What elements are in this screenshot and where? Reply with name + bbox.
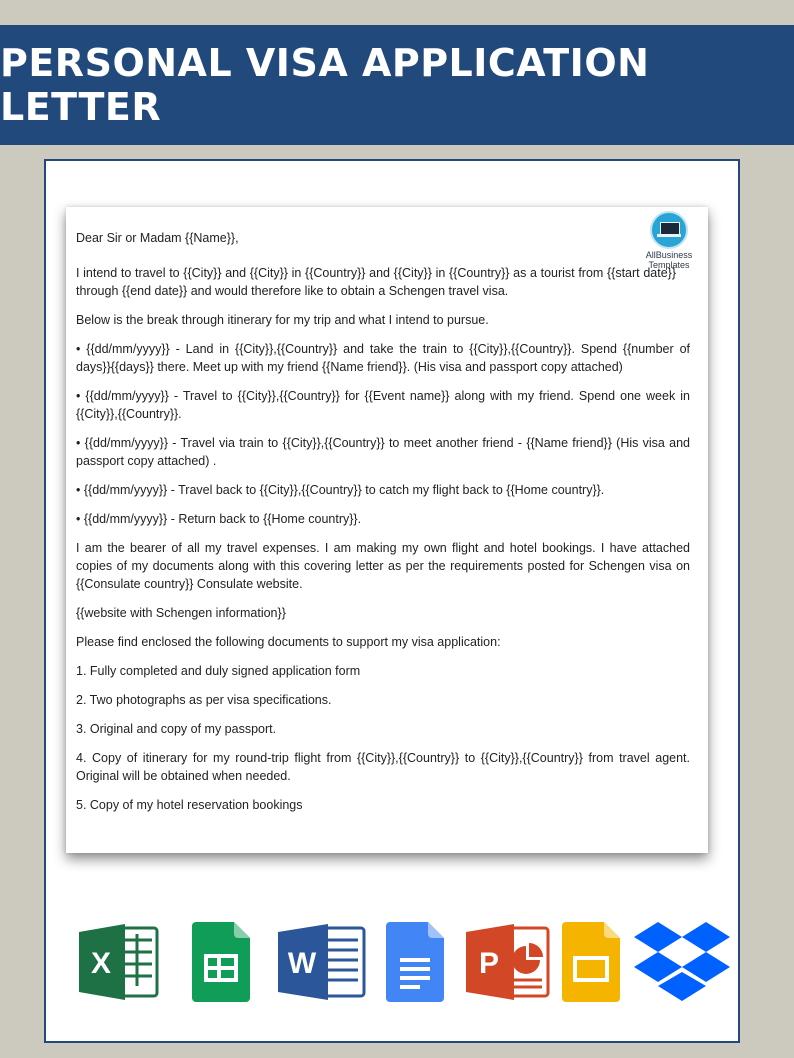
website-placeholder: {{website with Schengen information}} <box>76 606 286 620</box>
logo-line-1: AllBusiness <box>645 250 693 260</box>
itinerary-item: • {{dd/mm/yyyy}} - Land in {{City}},{{Country}} and take the train to {{City}},{{Country}}. Spend {{number of days}}{{days}} there. Meet up with my friend {{Name friend}}. (His visa and passport copy attached) <box>76 342 690 374</box>
document-item: 5. Copy of my hotel reservation bookings <box>76 798 303 812</box>
paragraph-intent: I intend to travel to {{City}} and {{City}} in {{Country}} and {{City}} in {{Country}} as a tourist from {{start date}} through {{end date}} and would therefore like to obtain a Schengen travel visa. <box>76 266 676 298</box>
page-title: PERSONAL VISA APPLICATION LETTER <box>0 41 650 129</box>
google-docs-icon[interactable] <box>386 922 446 1002</box>
document-item: 2. Two photographs as per visa specifications. <box>76 693 332 707</box>
excel-icon[interactable] <box>77 920 161 1004</box>
document-item: 4. Copy of itinerary for my round-trip flight from {{City}},{{Country}} to {{City}},{{Country}} from travel agent. Original will be obtained when needed. <box>76 751 690 783</box>
svg-text:W: W <box>287 947 317 980</box>
itinerary-item: • {{dd/mm/yyyy}} - Travel to {{City}},{{Country}} for {{Event name}} along with my friend. Spend one week in {{City}},{{Country}}. <box>76 389 690 421</box>
google-sheets-icon[interactable] <box>192 922 252 1002</box>
paragraph-expenses: I am the bearer of all my travel expenses. I am making my own flight and hotel bookings. I have attached copies of my documents along with this covering letter as per the requirements posted for Schengen visa on {{Consulate country}} Consulate website. <box>76 541 690 591</box>
paragraph-documents-intro: Please find enclosed the following documents to support my visa application: <box>76 635 501 649</box>
itinerary-item: • {{dd/mm/yyyy}} - Travel via train to {{City}},{{Country}} to meet another friend - {{Name friend}} (His visa and passport copy attached) . <box>76 436 690 468</box>
dropbox-icon[interactable] <box>634 922 730 1006</box>
svg-text:P: P <box>478 947 500 980</box>
salutation: Dear Sir or Madam {{Name}}, <box>76 231 239 245</box>
document-frame <box>44 159 740 1043</box>
itinerary-item: • {{dd/mm/yyyy}} - Travel back to {{City}},{{Country}} to catch my flight back to {{Home country}}. <box>76 483 605 497</box>
logo-line-2: Templates <box>648 260 690 270</box>
powerpoint-icon[interactable] <box>464 920 552 1004</box>
document-item: 3. Original and copy of my passport. <box>76 722 277 736</box>
letter-page <box>66 207 708 853</box>
header-banner <box>0 25 794 145</box>
paragraph-itinerary-intro: Below is the break through itinerary for my trip and what I intend to pursue. <box>76 313 489 327</box>
google-slides-icon[interactable] <box>562 922 622 1002</box>
app-icons-row <box>46 916 738 1016</box>
letter-body <box>76 229 690 825</box>
word-icon[interactable] <box>276 920 368 1004</box>
document-item: 1. Fully completed and duly signed application form <box>76 664 361 678</box>
itinerary-item: • {{dd/mm/yyyy}} - Return back to {{Home country}}. <box>76 512 362 526</box>
svg-text:X: X <box>90 947 112 980</box>
